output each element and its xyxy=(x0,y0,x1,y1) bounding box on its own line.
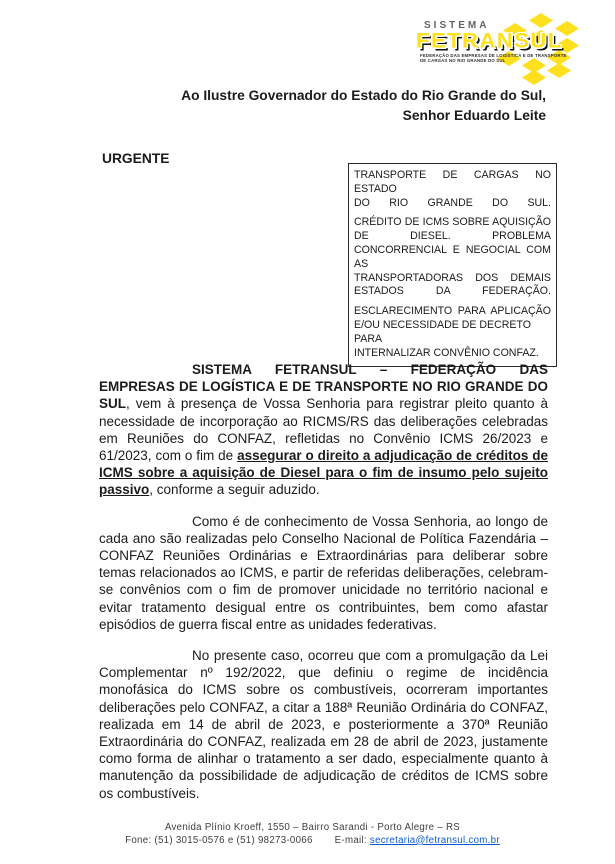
footer-email-label: E-mail: xyxy=(334,834,367,846)
subject-line: ESCLARECIMENTO PARA APLICAÇÃO xyxy=(354,305,551,318)
subject-line: DE DIESEL. PROBLEMA xyxy=(354,230,551,243)
footer-contact-line xyxy=(11,835,614,848)
body-paragraph xyxy=(99,361,548,499)
logo-subtitle xyxy=(420,53,567,63)
logo-subtitle-line1: FEDERAÇÃO DAS EMPRESAS DE LOGÍSTICA E DE TRANSPORTE xyxy=(420,53,567,58)
addressee-line2: Senhor Eduardo Leite xyxy=(402,108,546,123)
logo-brand-name: FETRANSUL xyxy=(416,28,563,53)
footer-phone: Fone: (51) 3015-0576 e (51) 98273-0066 xyxy=(125,834,313,846)
subject-line: E/OU NECESSIDADE DE DECRETO PARA xyxy=(354,318,531,345)
footer xyxy=(11,822,614,847)
subject-box xyxy=(348,163,557,367)
subject-line: CRÉDITO DE ICMS SOBRE AQUISIÇÃO xyxy=(354,216,551,229)
subject-paragraph xyxy=(354,169,551,210)
subject-line: DO RIO GRANDE DO SUL. xyxy=(354,196,551,209)
subject-paragraph xyxy=(354,305,551,360)
body-text-segment: Como é de conhecimento de Vossa Senhoria, ao longo de cada ano são realizadas pelo Conselho Nacional de Política Fazendária – CONFAZ Reuniões Ordinárias e Extraordinárias para deliberar sobre temas relacionados ao ICMS, e partir de referidas deliberações, celebram-se convênios com o fim de promover unicidade no território nacional e evitar tratamento desigual entre os contribuintes, bem como afastar episódios de guerra fiscal entre as unidades federativas. xyxy=(99,513,548,632)
diamond-icon xyxy=(522,70,546,85)
subject-line: ESTADOS DA FEDERAÇÃO. xyxy=(354,285,551,298)
body-paragraph xyxy=(99,647,548,802)
subject-line: CONCORRENCIAL E NEGOCIAL COM AS xyxy=(354,243,551,270)
footer-address: Avenida Plínio Kroeff, 1550 – Bairro Sarandi - Porto Alegre – RS xyxy=(164,822,461,833)
subject-line: INTERNALIZAR CONVÊNIO CONFAZ. xyxy=(354,346,539,359)
email-link[interactable]: secretaria@fetransul.com.br xyxy=(369,834,500,846)
addressee-block xyxy=(181,86,546,126)
subject-paragraph xyxy=(354,216,551,299)
addressee-line1: Ao Ilustre Governador do Estado do Rio Grande do Sul, xyxy=(181,88,546,103)
letter-body xyxy=(99,361,548,816)
body-paragraph xyxy=(99,513,548,633)
logo-brand-top: SISTEMA xyxy=(424,20,490,31)
body-text-segment: SISTEMA FETRANSUL – FEDERAÇÃO DAS EMPRESAS DE LOGÍSTICA E DE TRANSPORTE NO RIO GRANDE DO SUL xyxy=(99,362,548,412)
body-text-segment: assegurar o direito a adjudicação de créditos de ICMS sobre a aquisição de Diesel para o fim de insumo pelo sujeito passivo xyxy=(99,448,549,498)
urgent-label: URGENTE xyxy=(102,151,170,166)
body-text-segment: , conforme a seguir aduzido. xyxy=(149,482,320,498)
fetransul-logo xyxy=(410,12,595,84)
subject-line: TRANSPORTE DE CARGAS NO ESTADO xyxy=(354,169,551,195)
logo-subtitle-line2: DE CARGAS NO RIO GRANDE DO SUL xyxy=(420,58,506,63)
diamond-icon xyxy=(529,13,553,28)
body-text-segment: , vem à presença de Vossa Senhoria para registrar pleito quanto à necessidade de incorporação ao RICMS/RS das deliberações celebradas em Reuniões do CONFAZ, refletidas no Convênio ICMS 26/2023 e 61/2023, com o fim de xyxy=(99,396,548,464)
body-text-segment: No presente caso, ocorreu que com a promulgação da Lei Complementar nº 192/2022, que definiu o regime de incidência monofásica do ICMS sobre os combustíveis, ocorreram importantes deliberações pelo CONFAZ, a citar a 188ª Reunião Ordinária do CONFAZ, realizada em 14 de abril de 2023, e posteriormente a 370ª Reunião Extraordinária do CONFAZ, realizada em 28 de abril de 2023, justamente como forma de alinhar o tratamento a ser dado, especialmente quanto à manutenção da possibilidade de adjudicação de créditos de ICMS sobre os combustíveis. xyxy=(99,648,548,801)
diamond-icon xyxy=(547,63,571,78)
subject-line: TRANSPORTADORAS DOS DEMAIS xyxy=(354,271,551,284)
